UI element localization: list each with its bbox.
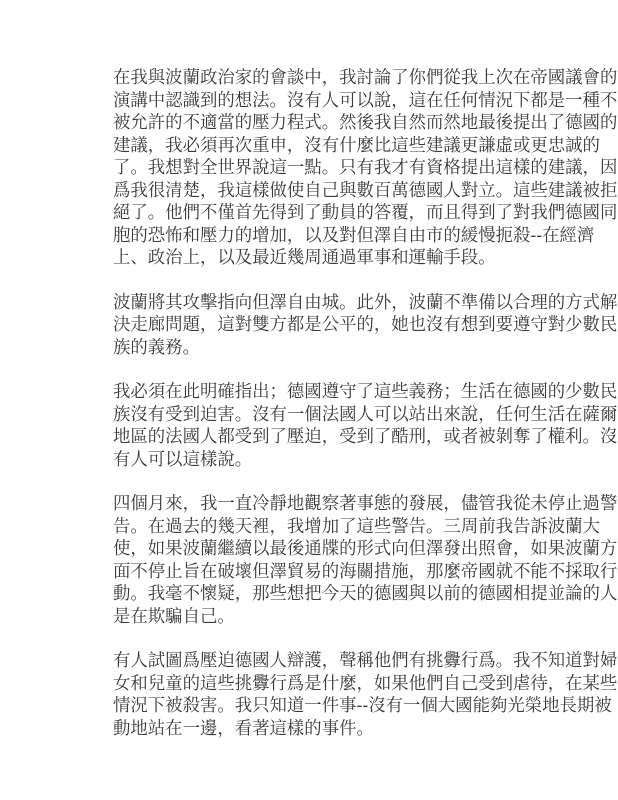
- text-line: 我必須在此明確指出；德國遵守了這些義務；生活在德國的少數民: [113, 382, 618, 402]
- text-line: 四個月來，我一直冷靜地觀察著事態的發展，儘管我從未停止過警: [113, 494, 618, 514]
- text-line: 面不停止旨在破壞但澤貿易的海關措施，那麼帝國就不能不採取行: [113, 561, 618, 582]
- text-line: 有人試圖爲壓迫德國人辯護，聲稱他們有挑釁行爲。我不知道對婦: [113, 651, 618, 671]
- text-line: 演講中認識到的想法。沒有人可以說，這在任何情況下都是一種不: [113, 90, 618, 111]
- text-line: 建議，我必須再次重申，沒有什麼比這些建議更謙虛或更忠誠的: [113, 135, 600, 156]
- text-line: 有人可以這樣說。: [113, 449, 253, 470]
- text-line: 女和兒童的這些挑釁行爲是什麼，如果他們自己受到虐待，在某些: [113, 673, 618, 694]
- text-line: 動。我毫不懷疑，那些想把今天的德國與以前的德國相提並論的人: [113, 584, 618, 604]
- paragraph-2: [113, 292, 618, 360]
- text-line: 在我與波蘭政治家的會談中，我討論了你們從我上次在帝國議會的: [113, 68, 618, 88]
- text-line: 胞的恐怖和壓力的增加，以及對但澤自由市的緩慢扼殺--在經濟: [113, 225, 595, 246]
- text-line: 上、政治上，以及最近幾周通過軍事和運輸手段。: [113, 248, 496, 268]
- text-line: 決走廊問題，這對雙方都是公平的，她也沒有想到要遵守對少數民: [113, 315, 618, 335]
- text-line: 族的義務。: [113, 337, 200, 358]
- text-line: 使，如果波蘭繼續以最後通牒的形式向但澤發出照會，如果波蘭方: [113, 539, 618, 559]
- paragraph-4: [113, 493, 618, 628]
- paragraph-5: [113, 650, 618, 740]
- text-line: 是在欺騙自己。: [113, 606, 235, 627]
- text-line: 爲我很清楚，我這樣做使自己與數百萬德國人對立。這些建議被拒: [113, 180, 618, 201]
- text-line: 族沒有受到迫害。沒有一個法國人可以站出來說，任何生活在薩爾: [113, 404, 618, 425]
- text-line: 絕了。他們不僅首先得到了動員的答覆，而且得到了對我們德國同: [113, 203, 618, 223]
- paragraph-1: [113, 67, 618, 270]
- text-line: 了。我想對全世界說這一點。只有我才有資格提出這樣的建議，因: [113, 158, 618, 178]
- text-line: 地區的法國人都受到了壓迫，受到了酷刑，或者被剝奪了權利。沒: [113, 427, 618, 447]
- paragraph-3: [113, 381, 618, 471]
- text-line: 情況下被殺害。我只知道一件事--沒有一個大國能夠光榮地長期被: [113, 696, 612, 716]
- text-line: 被允許的不適當的壓力程式。然後我自然而然地最後提出了德國的: [113, 113, 618, 133]
- text-line: 動地站在一邊，看著這樣的事件。: [113, 718, 374, 739]
- text-line: 告。在過去的幾天裡，我增加了這些警告。三周前我告訴波蘭大: [113, 516, 600, 537]
- text-line: 波蘭將其攻擊指向但澤自由城。此外，波蘭不準備以合理的方式解: [113, 292, 618, 313]
- document-page: [113, 67, 618, 762]
